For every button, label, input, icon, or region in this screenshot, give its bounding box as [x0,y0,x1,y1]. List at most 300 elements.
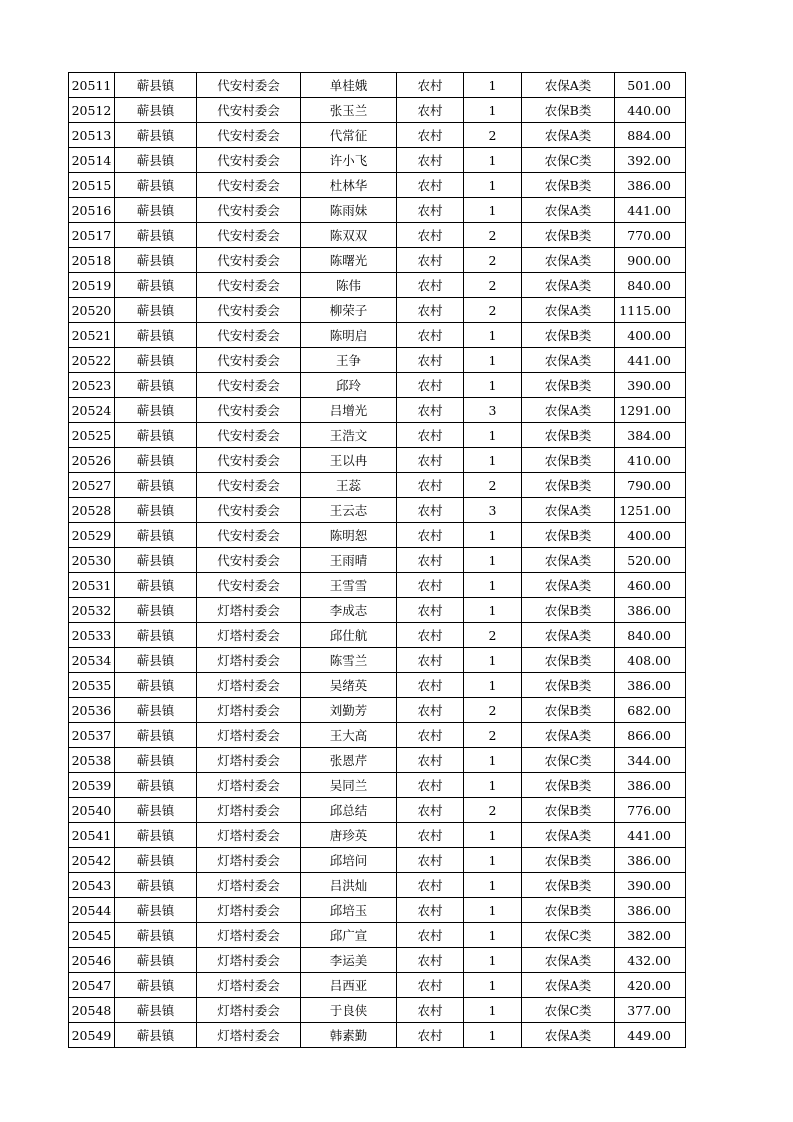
record-id-cell: 20527 [69,473,115,498]
record-id-cell: 20537 [69,723,115,748]
area-type-cell: 农村 [397,973,464,998]
village-committee-cell: 代安村委会 [197,223,301,248]
village-committee-cell: 灯塔村委会 [197,973,301,998]
household-count-cell: 3 [464,398,522,423]
township-cell: 蕲县镇 [115,573,197,598]
insurance-category-cell: 农保B类 [522,323,615,348]
village-committee-cell: 灯塔村委会 [197,598,301,623]
amount-cell: 884.00 [615,123,686,148]
table-row [69,998,686,1023]
area-type-cell: 农村 [397,823,464,848]
township-cell: 蕲县镇 [115,948,197,973]
insurance-category-cell: 农保B类 [522,173,615,198]
name-cell: 邱培问 [301,848,397,873]
name-cell: 代常征 [301,123,397,148]
table-row [69,648,686,673]
table-row [69,848,686,873]
household-count-cell: 1 [464,148,522,173]
table-row [69,98,686,123]
household-count-cell: 2 [464,223,522,248]
area-type-cell: 农村 [397,698,464,723]
amount-cell: 400.00 [615,523,686,548]
record-id-cell: 20540 [69,798,115,823]
name-cell: 王大高 [301,723,397,748]
record-id-cell: 20538 [69,748,115,773]
table-row [69,548,686,573]
name-cell: 邱广宣 [301,923,397,948]
township-cell: 蕲县镇 [115,673,197,698]
household-count-cell: 1 [464,323,522,348]
amount-cell: 377.00 [615,998,686,1023]
table-row [69,898,686,923]
area-type-cell: 农村 [397,1023,464,1048]
household-count-cell: 1 [464,1023,522,1048]
table-row [69,398,686,423]
household-count-cell: 1 [464,173,522,198]
amount-cell: 386.00 [615,673,686,698]
record-id-cell: 20532 [69,598,115,623]
name-cell: 单桂娥 [301,73,397,98]
amount-cell: 390.00 [615,373,686,398]
area-type-cell: 农村 [397,673,464,698]
name-cell: 李成志 [301,598,397,623]
household-count-cell: 1 [464,873,522,898]
village-committee-cell: 灯塔村委会 [197,723,301,748]
insurance-category-cell: 农保A类 [522,198,615,223]
name-cell: 吕西亚 [301,973,397,998]
amount-cell: 386.00 [615,773,686,798]
amount-cell: 866.00 [615,723,686,748]
township-cell: 蕲县镇 [115,423,197,448]
area-type-cell: 农村 [397,498,464,523]
village-committee-cell: 灯塔村委会 [197,848,301,873]
area-type-cell: 农村 [397,948,464,973]
household-count-cell: 1 [464,673,522,698]
township-cell: 蕲县镇 [115,348,197,373]
area-type-cell: 农村 [397,598,464,623]
area-type-cell: 农村 [397,898,464,923]
area-type-cell: 农村 [397,648,464,673]
insurance-category-cell: 农保B类 [522,873,615,898]
table-row [69,948,686,973]
township-cell: 蕲县镇 [115,873,197,898]
name-cell: 王以冉 [301,448,397,473]
record-id-cell: 20544 [69,898,115,923]
name-cell: 许小飞 [301,148,397,173]
record-id-cell: 20522 [69,348,115,373]
insurance-category-cell: 农保B类 [522,423,615,448]
roster-table-body [69,73,686,1048]
household-count-cell: 1 [464,448,522,473]
area-type-cell: 农村 [397,523,464,548]
record-id-cell: 20533 [69,623,115,648]
village-committee-cell: 代安村委会 [197,573,301,598]
table-row [69,373,686,398]
area-type-cell: 农村 [397,923,464,948]
table-row [69,1023,686,1048]
insurance-category-cell: 农保B类 [522,598,615,623]
name-cell: 杜林华 [301,173,397,198]
household-count-cell: 1 [464,848,522,873]
record-id-cell: 20521 [69,323,115,348]
village-committee-cell: 灯塔村委会 [197,948,301,973]
village-committee-cell: 灯塔村委会 [197,998,301,1023]
amount-cell: 382.00 [615,923,686,948]
amount-cell: 520.00 [615,548,686,573]
village-committee-cell: 灯塔村委会 [197,623,301,648]
household-count-cell: 1 [464,648,522,673]
record-id-cell: 20516 [69,198,115,223]
amount-cell: 344.00 [615,748,686,773]
record-id-cell: 20517 [69,223,115,248]
insurance-category-cell: 农保A类 [522,248,615,273]
township-cell: 蕲县镇 [115,323,197,348]
name-cell: 陈明恕 [301,523,397,548]
name-cell: 唐珍英 [301,823,397,848]
area-type-cell: 农村 [397,748,464,773]
amount-cell: 386.00 [615,898,686,923]
amount-cell: 408.00 [615,648,686,673]
table-row [69,498,686,523]
township-cell: 蕲县镇 [115,73,197,98]
amount-cell: 440.00 [615,98,686,123]
village-committee-cell: 代安村委会 [197,323,301,348]
township-cell: 蕲县镇 [115,723,197,748]
township-cell: 蕲县镇 [115,548,197,573]
area-type-cell: 农村 [397,73,464,98]
insurance-category-cell: 农保B类 [522,448,615,473]
village-committee-cell: 代安村委会 [197,373,301,398]
household-count-cell: 1 [464,948,522,973]
record-id-cell: 20525 [69,423,115,448]
amount-cell: 1291.00 [615,398,686,423]
amount-cell: 770.00 [615,223,686,248]
name-cell: 陈伟 [301,273,397,298]
village-committee-cell: 灯塔村委会 [197,748,301,773]
village-committee-cell: 灯塔村委会 [197,673,301,698]
household-count-cell: 2 [464,123,522,148]
household-count-cell: 1 [464,898,522,923]
record-id-cell: 20546 [69,948,115,973]
area-type-cell: 农村 [397,873,464,898]
village-committee-cell: 代安村委会 [197,248,301,273]
village-committee-cell: 代安村委会 [197,498,301,523]
insurance-category-cell: 农保A类 [522,948,615,973]
township-cell: 蕲县镇 [115,523,197,548]
name-cell: 陈明启 [301,323,397,348]
township-cell: 蕲县镇 [115,648,197,673]
name-cell: 王雨晴 [301,548,397,573]
name-cell: 邱仕航 [301,623,397,648]
insurance-category-cell: 农保B类 [522,798,615,823]
insurance-category-cell: 农保C类 [522,998,615,1023]
township-cell: 蕲县镇 [115,198,197,223]
household-count-cell: 2 [464,798,522,823]
insurance-category-cell: 农保C类 [522,148,615,173]
name-cell: 王争 [301,348,397,373]
household-count-cell: 2 [464,723,522,748]
name-cell: 柳荣子 [301,298,397,323]
benefit-roster-sheet [68,72,685,1048]
amount-cell: 1251.00 [615,498,686,523]
area-type-cell: 农村 [397,548,464,573]
insurance-category-cell: 农保B类 [522,698,615,723]
village-committee-cell: 代安村委会 [197,123,301,148]
record-id-cell: 20530 [69,548,115,573]
name-cell: 李运美 [301,948,397,973]
area-type-cell: 农村 [397,148,464,173]
name-cell: 陈雪兰 [301,648,397,673]
amount-cell: 392.00 [615,148,686,173]
village-committee-cell: 灯塔村委会 [197,698,301,723]
record-id-cell: 20513 [69,123,115,148]
record-id-cell: 20529 [69,523,115,548]
name-cell: 王雪雪 [301,573,397,598]
village-committee-cell: 代安村委会 [197,348,301,373]
household-count-cell: 1 [464,748,522,773]
village-committee-cell: 代安村委会 [197,298,301,323]
amount-cell: 460.00 [615,573,686,598]
table-row [69,923,686,948]
table-row [69,823,686,848]
table-row [69,573,686,598]
township-cell: 蕲县镇 [115,373,197,398]
amount-cell: 386.00 [615,173,686,198]
table-row [69,773,686,798]
amount-cell: 441.00 [615,348,686,373]
table-row [69,873,686,898]
area-type-cell: 农村 [397,848,464,873]
insurance-category-cell: 农保B类 [522,223,615,248]
name-cell: 吴绪英 [301,673,397,698]
name-cell: 王云志 [301,498,397,523]
amount-cell: 384.00 [615,423,686,448]
name-cell: 于良侠 [301,998,397,1023]
name-cell: 陈曙光 [301,248,397,273]
amount-cell: 441.00 [615,823,686,848]
table-row [69,673,686,698]
township-cell: 蕲县镇 [115,798,197,823]
record-id-cell: 20536 [69,698,115,723]
record-id-cell: 20523 [69,373,115,398]
amount-cell: 501.00 [615,73,686,98]
insurance-category-cell: 农保A类 [522,548,615,573]
name-cell: 韩素勤 [301,1023,397,1048]
insurance-category-cell: 农保A类 [522,823,615,848]
household-count-cell: 1 [464,73,522,98]
township-cell: 蕲县镇 [115,473,197,498]
village-committee-cell: 灯塔村委会 [197,873,301,898]
table-row [69,598,686,623]
area-type-cell: 农村 [397,98,464,123]
insurance-category-cell: 农保A类 [522,298,615,323]
insurance-category-cell: 农保B类 [522,373,615,398]
record-id-cell: 20547 [69,973,115,998]
record-id-cell: 20515 [69,173,115,198]
name-cell: 邱总结 [301,798,397,823]
village-committee-cell: 代安村委会 [197,198,301,223]
village-committee-cell: 灯塔村委会 [197,823,301,848]
table-row [69,973,686,998]
record-id-cell: 20520 [69,298,115,323]
area-type-cell: 农村 [397,298,464,323]
village-committee-cell: 代安村委会 [197,423,301,448]
insurance-category-cell: 农保B类 [522,473,615,498]
village-committee-cell: 代安村委会 [197,398,301,423]
area-type-cell: 农村 [397,273,464,298]
insurance-category-cell: 农保A类 [522,398,615,423]
amount-cell: 432.00 [615,948,686,973]
name-cell: 邱培玉 [301,898,397,923]
table-row [69,173,686,198]
area-type-cell: 农村 [397,123,464,148]
insurance-category-cell: 农保A类 [522,273,615,298]
area-type-cell: 农村 [397,248,464,273]
household-count-cell: 2 [464,623,522,648]
household-count-cell: 1 [464,423,522,448]
township-cell: 蕲县镇 [115,398,197,423]
table-row [69,123,686,148]
record-id-cell: 20518 [69,248,115,273]
township-cell: 蕲县镇 [115,923,197,948]
household-count-cell: 1 [464,973,522,998]
name-cell: 邱玲 [301,373,397,398]
area-type-cell: 农村 [397,323,464,348]
insurance-category-cell: 农保C类 [522,923,615,948]
amount-cell: 1115.00 [615,298,686,323]
amount-cell: 900.00 [615,248,686,273]
record-id-cell: 20534 [69,648,115,673]
village-committee-cell: 灯塔村委会 [197,798,301,823]
record-id-cell: 20531 [69,573,115,598]
township-cell: 蕲县镇 [115,998,197,1023]
area-type-cell: 农村 [397,373,464,398]
insurance-category-cell: 农保C类 [522,748,615,773]
area-type-cell: 农村 [397,223,464,248]
household-count-cell: 2 [464,473,522,498]
table-row [69,423,686,448]
township-cell: 蕲县镇 [115,698,197,723]
area-type-cell: 农村 [397,448,464,473]
township-cell: 蕲县镇 [115,148,197,173]
amount-cell: 390.00 [615,873,686,898]
area-type-cell: 农村 [397,348,464,373]
record-id-cell: 20539 [69,773,115,798]
name-cell: 张恩芹 [301,748,397,773]
record-id-cell: 20519 [69,273,115,298]
table-row [69,473,686,498]
table-row [69,298,686,323]
table-row [69,223,686,248]
record-id-cell: 20524 [69,398,115,423]
amount-cell: 386.00 [615,598,686,623]
area-type-cell: 农村 [397,998,464,1023]
household-count-cell: 1 [464,348,522,373]
table-row [69,723,686,748]
name-cell: 陈雨妹 [301,198,397,223]
record-id-cell: 20512 [69,98,115,123]
record-id-cell: 20548 [69,998,115,1023]
township-cell: 蕲县镇 [115,848,197,873]
household-count-cell: 1 [464,548,522,573]
amount-cell: 420.00 [615,973,686,998]
table-row [69,148,686,173]
amount-cell: 840.00 [615,623,686,648]
name-cell: 刘勤芳 [301,698,397,723]
village-committee-cell: 代安村委会 [197,148,301,173]
name-cell: 吴同兰 [301,773,397,798]
table-row [69,798,686,823]
insurance-category-cell: 农保B类 [522,98,615,123]
village-committee-cell: 代安村委会 [197,473,301,498]
amount-cell: 790.00 [615,473,686,498]
village-committee-cell: 代安村委会 [197,273,301,298]
household-count-cell: 1 [464,923,522,948]
township-cell: 蕲县镇 [115,173,197,198]
village-committee-cell: 灯塔村委会 [197,1023,301,1048]
amount-cell: 682.00 [615,698,686,723]
township-cell: 蕲县镇 [115,1023,197,1048]
table-row [69,523,686,548]
table-row [69,623,686,648]
township-cell: 蕲县镇 [115,223,197,248]
record-id-cell: 20514 [69,148,115,173]
amount-cell: 386.00 [615,848,686,873]
insurance-category-cell: 农保A类 [522,348,615,373]
amount-cell: 441.00 [615,198,686,223]
township-cell: 蕲县镇 [115,898,197,923]
township-cell: 蕲县镇 [115,748,197,773]
household-count-cell: 1 [464,573,522,598]
record-id-cell: 20545 [69,923,115,948]
village-committee-cell: 灯塔村委会 [197,923,301,948]
township-cell: 蕲县镇 [115,623,197,648]
area-type-cell: 农村 [397,423,464,448]
insurance-category-cell: 农保B类 [522,898,615,923]
village-committee-cell: 灯塔村委会 [197,898,301,923]
township-cell: 蕲县镇 [115,773,197,798]
insurance-category-cell: 农保A类 [522,573,615,598]
household-count-cell: 1 [464,198,522,223]
household-count-cell: 1 [464,98,522,123]
area-type-cell: 农村 [397,198,464,223]
amount-cell: 400.00 [615,323,686,348]
household-count-cell: 2 [464,273,522,298]
township-cell: 蕲县镇 [115,248,197,273]
township-cell: 蕲县镇 [115,498,197,523]
village-committee-cell: 灯塔村委会 [197,773,301,798]
village-committee-cell: 灯塔村委会 [197,648,301,673]
table-row [69,448,686,473]
township-cell: 蕲县镇 [115,448,197,473]
area-type-cell: 农村 [397,773,464,798]
table-row [69,248,686,273]
name-cell: 吕增光 [301,398,397,423]
benefit-roster-table [68,72,686,1048]
household-count-cell: 2 [464,298,522,323]
amount-cell: 776.00 [615,798,686,823]
table-row [69,198,686,223]
township-cell: 蕲县镇 [115,98,197,123]
household-count-cell: 1 [464,823,522,848]
record-id-cell: 20526 [69,448,115,473]
township-cell: 蕲县镇 [115,123,197,148]
area-type-cell: 农村 [397,623,464,648]
insurance-category-cell: 农保A类 [522,73,615,98]
village-committee-cell: 代安村委会 [197,523,301,548]
township-cell: 蕲县镇 [115,598,197,623]
insurance-category-cell: 农保A类 [522,973,615,998]
